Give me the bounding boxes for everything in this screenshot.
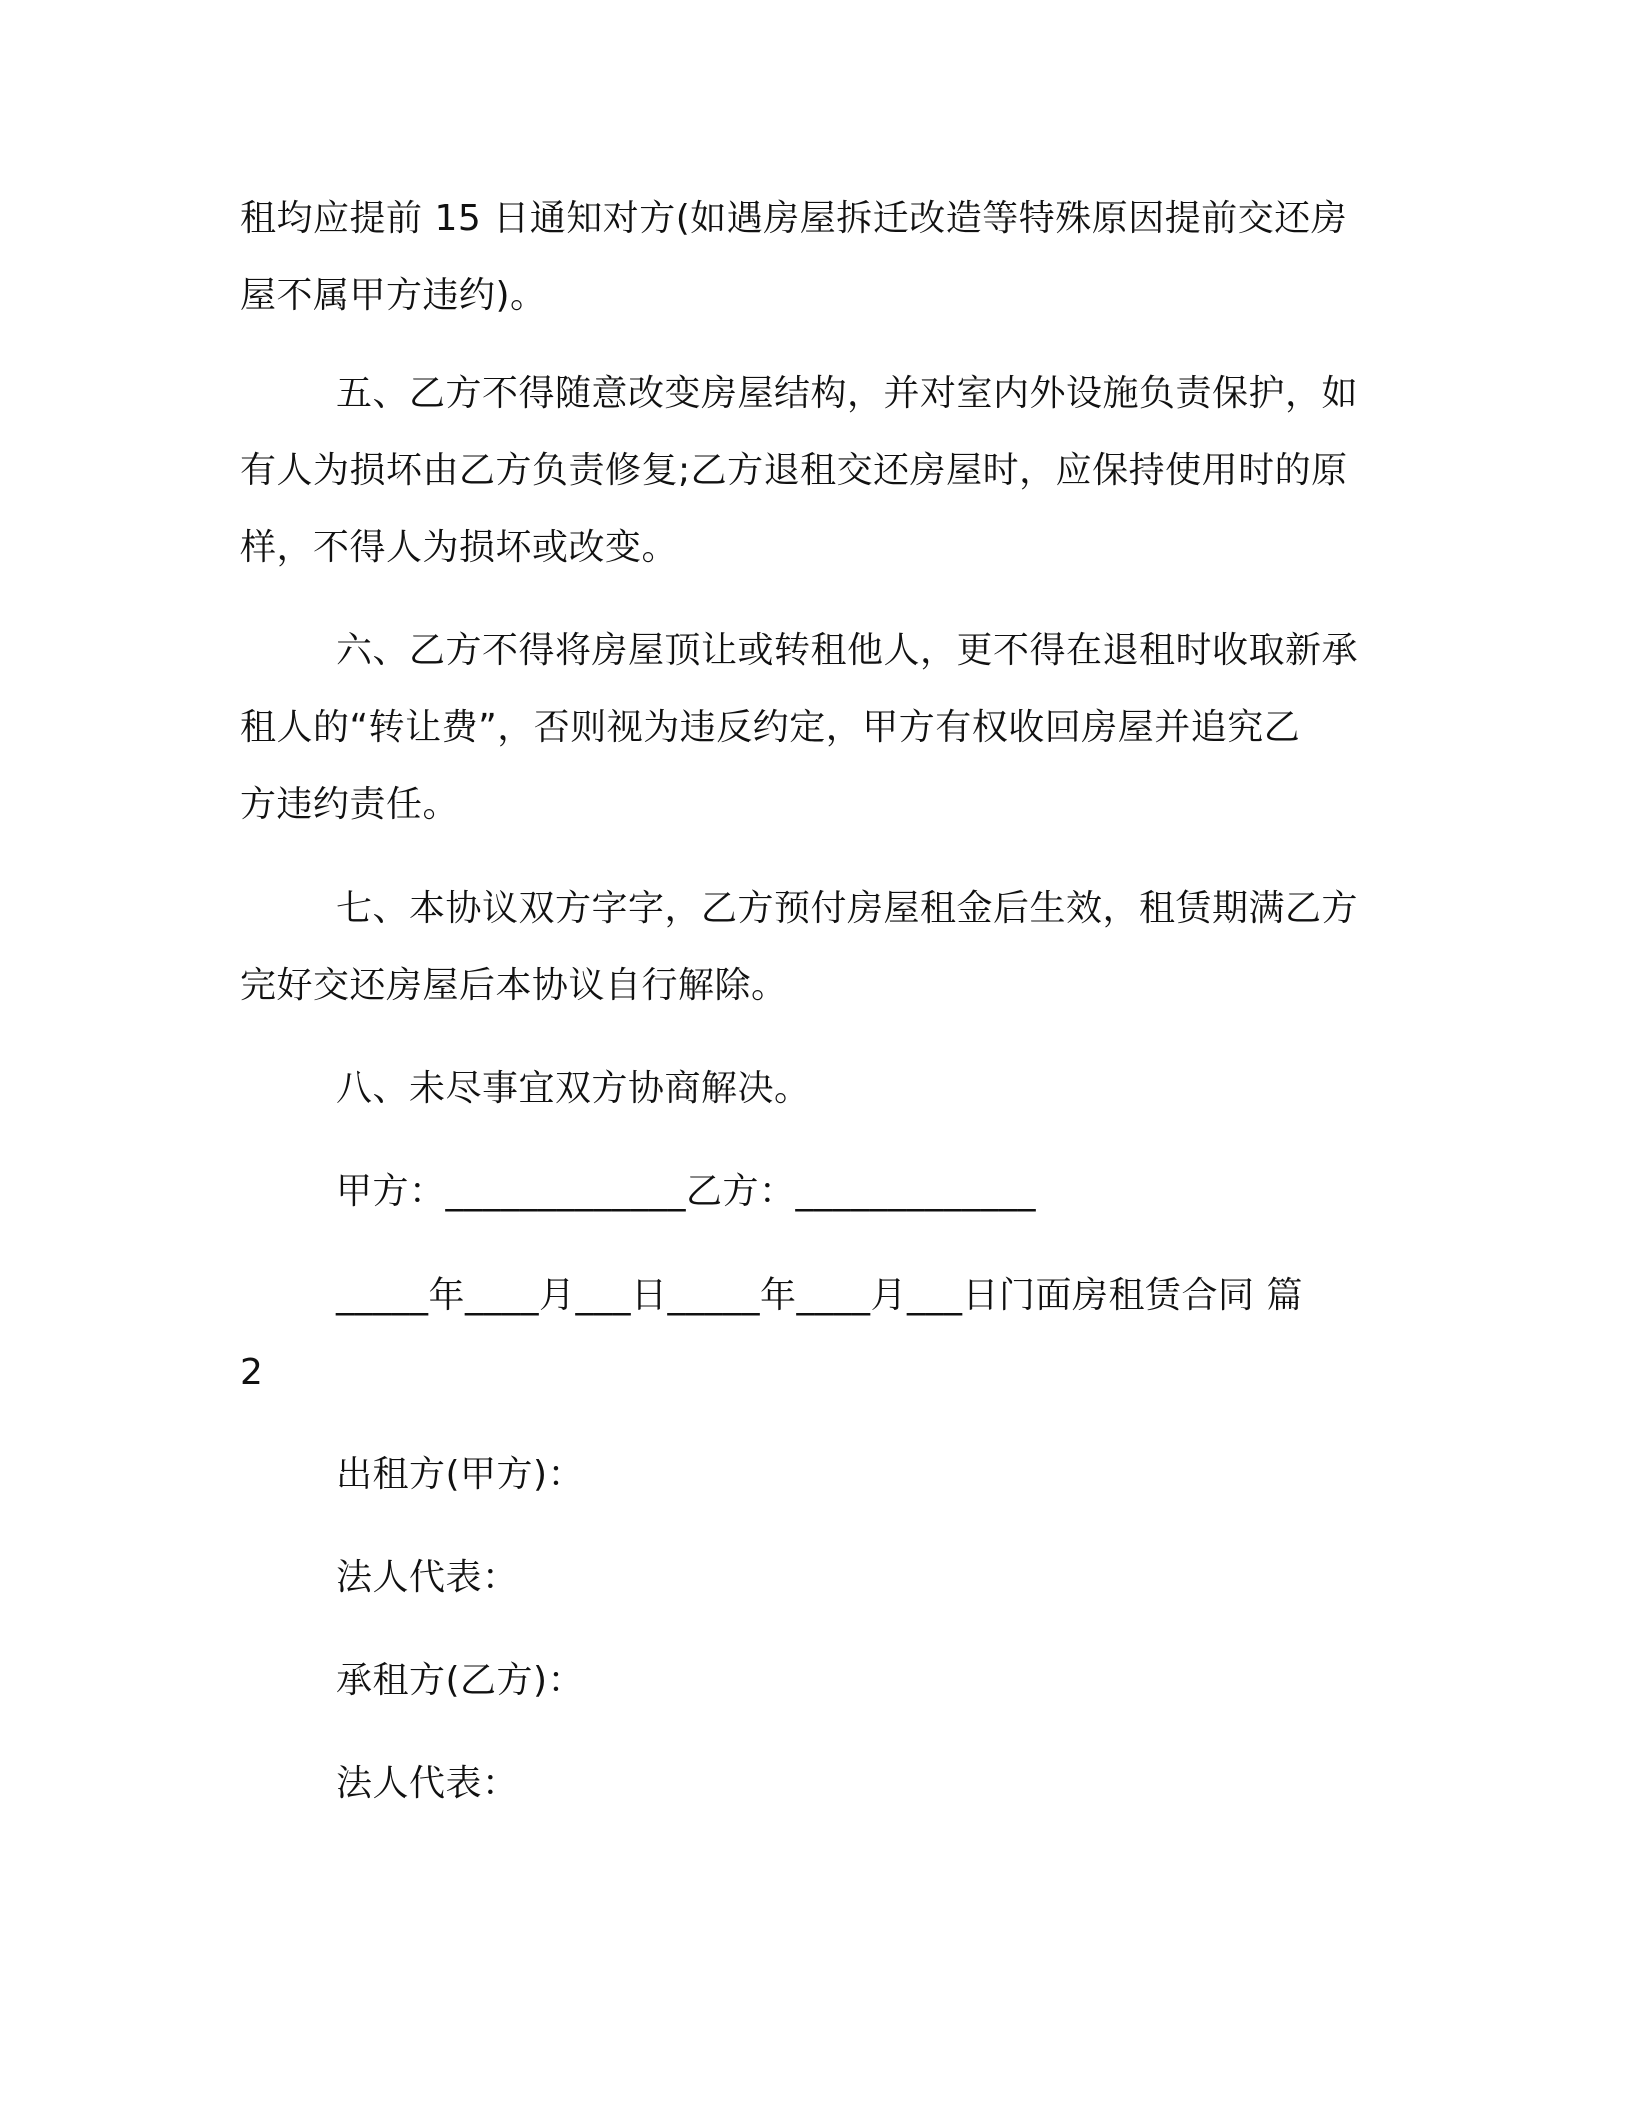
text-line: 2 [240, 1352, 264, 1393]
text-line: 承租方(乙方)： [336, 1660, 585, 1701]
clause-6 [240, 612, 1385, 843]
text-line: 甲方：_____________乙方：_____________ [336, 1171, 1037, 1212]
text-line: 租人的“转让费”，否则视为违反约定，甲方有权收回房屋并追究乙 [240, 707, 1301, 748]
text-line: _____年____月___日_____年____月___日门面房租赁合同 篇 [336, 1275, 1303, 1316]
text-line: 方违约责任。 [240, 784, 460, 825]
lessor-rep-line [240, 1539, 1385, 1616]
text-line: 完好交还房屋后本协议自行解除。 [240, 965, 788, 1006]
text-line: 租均应提前 15 日通知对方(如遇房屋拆迁改造等特殊原因提前交还房 [240, 198, 1348, 239]
text-line: 法人代表： [336, 1557, 519, 1598]
text-line: 屋不属甲方违约)。 [240, 275, 547, 316]
lessee-rep-line [240, 1745, 1385, 1822]
paragraph-continuation [240, 180, 1385, 334]
lessor-line [240, 1436, 1385, 1513]
text-line: 五、乙方不得随意改变房屋结构，并对室内外设施负责保护，如 [336, 373, 1359, 414]
text-line: 六、乙方不得将房屋顶让或转租他人，更不得在退租时收取新承 [336, 630, 1359, 671]
clause-5 [240, 355, 1385, 586]
text-line: 出租方(甲方)： [336, 1454, 585, 1495]
text-line: 样，不得人为损坏或改变。 [240, 527, 679, 568]
clause-8 [240, 1050, 1385, 1127]
dates-and-title [240, 1257, 1385, 1411]
text-line: 有人为损坏由乙方负责修复;乙方退租交还房屋时，应保持使用时的原 [240, 450, 1348, 491]
clause-7 [240, 870, 1385, 1024]
text-line: 七、本协议双方字字，乙方预付房屋租金后生效，租赁期满乙方 [336, 888, 1359, 929]
text-line: 法人代表： [336, 1763, 519, 1804]
signature-line [240, 1153, 1385, 1230]
lessee-line [240, 1642, 1385, 1719]
text-line: 八、未尽事宜双方协商解决。 [336, 1068, 811, 1109]
